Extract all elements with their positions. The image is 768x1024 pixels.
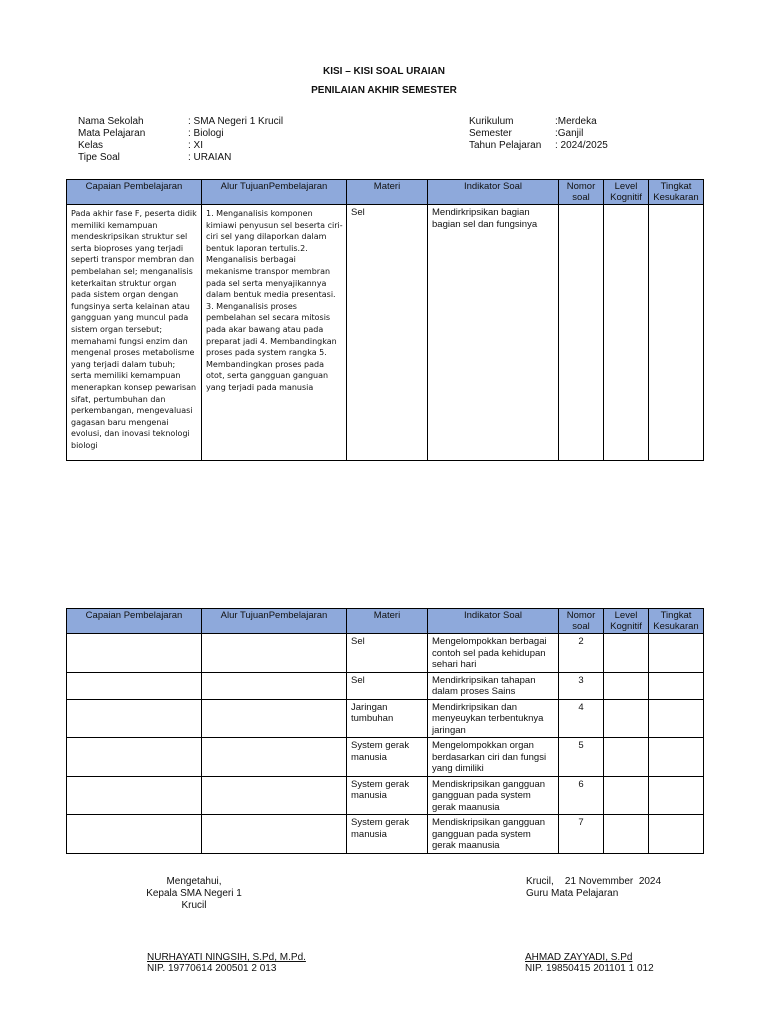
header-alur: Alur TujuanPembelajaran [202,180,347,205]
materi-text: Sel [351,636,365,647]
info-value: : SMA Negeri 1 Krucil [188,116,284,127]
principal-name: NURHAYATI NINGSIH, S.Pd, M.Pd. [147,952,306,963]
materi-text: Sel [351,674,365,686]
info-value: : XI [188,140,204,151]
info-label: Semester [469,128,512,139]
info-value: :Merdeka [555,116,597,127]
info-row [469,116,608,128]
acknowledged-label: Mengetahui, [166,876,222,887]
level-text [605,206,647,207]
principal-name-block [147,952,306,974]
materi-cell [347,815,428,854]
teacher-name-block [525,952,654,974]
table-row [67,776,704,815]
materi-text: System gerak manusia [351,740,410,763]
materi-text: Jaringan tumbuhan [351,701,394,724]
materi-text: System gerak manusia [351,817,410,840]
info-row [78,152,283,164]
nomor-text: 4 [578,701,584,713]
nomor-cell [559,205,604,461]
indikator-text: Mengelompokkan organ berdasarkan ciri dan fungsi yang dimiliki [432,740,547,774]
document-title: KISI – KISI SOAL URAIAN [322,66,446,77]
info-row [469,140,608,152]
header-nomor: Nomor soal [559,609,604,634]
table-row [67,699,704,738]
header-nomor: Nomor soal [559,180,604,205]
header-indikator: Indikator Soal [428,609,559,634]
materi-cell [347,776,428,815]
materi-cell [347,699,428,738]
place-date: Krucil, 21 Novemmber 2024 [526,876,662,887]
info-label: Nama Sekolah [78,116,144,127]
table-row [67,634,704,673]
indikator-cell [428,738,559,777]
table-row [67,672,704,699]
nomor-cell [559,634,604,673]
capaian-cell [67,205,202,461]
alur-text: 1. Menganalisis komponen kimiawi penyusun sel beserta ciri-ciri sel yang dilaporkan dalam bentuk laporan tertulis.2. Menganalisis berbagai mekanisme transpor membran pada sel serta menyajikannya dalam bentuk media presentasi. 3. Menganalisis proses pembelahan sel secara mitosis pada akar bawang atau pada preparat jadi 4. Membandingkan proses pada system rangka 5. Membandingkan proses pada otot, serta gangguan ganguan yang terjadi pada manusia [206,209,343,392]
capaian-text: Pada akhir fase F, peserta didik memiliki kemampuan mendeskripsikan struktur sel serta bioproses yang terjadi seperti transpor membran dan pembelahan sel; menganalisis keterkaitan struktur organ pada sistem organ dengan fungsinya serta kelainan atau gangguan yang muncul pada sistem organ tersebut; memahami fungsi enzim dan mengenal proses metabolisme yang terjadi dalam tubuh; serta memiliki kemampuan menerapkan konsep pewarisan sifat, pertumbuhan dan perkembangan, mengevaluasi gagasan baru mengenai evolusi, dan inovasi teknologi biologi [71,209,197,450]
info-value: : 2024/2025 [555,140,608,151]
header-alur: Alur TujuanPembelajaran [202,609,347,634]
info-value: : Biologi [188,128,224,139]
principal-nip: NIP. 19770614 200501 2 013 [147,963,277,974]
indikator-text: Mendirkripsikan bagian bagian sel dan fungsinya [432,207,538,230]
info-label: Kurikulum [469,116,514,127]
document-subtitle: PENILAIAN AKHIR SEMESTER [311,85,457,96]
nomor-cell [559,738,604,777]
kisi-table-1 [66,179,704,461]
indikator-text: Mengelompokkan berbagai contoh sel pada kehidupan sehari hari [432,636,547,670]
materi-text: System gerak manusia [351,778,410,801]
table-row [67,205,704,461]
info-value: :Ganjil [555,128,584,139]
principal-signature-block [136,876,252,912]
indikator-cell [428,205,559,461]
table-header-row [67,609,704,634]
indikator-cell [428,776,559,815]
teacher-name: AHMAD ZAYYADI, S.Pd [525,952,633,963]
indikator-cell [428,634,559,673]
tingkat-cell [649,205,704,461]
nomor-cell [559,776,604,815]
info-row [78,128,283,140]
indikator-text: Mendirkripsikan tahapan dalam proses Sains [432,674,536,697]
principal-title: Kepala SMA Negeri 1 Krucil [146,888,242,911]
header-capaian: Capaian Pembelajaran [67,180,202,205]
nomor-text [560,206,602,207]
table-row [67,738,704,777]
header-materi: Materi [347,609,428,634]
indikator-text: Mendiskripsikan gangguan gangguan pada system gerak maanusia [432,817,546,851]
info-row [78,140,283,152]
indikator-text: Mendiskripsikan gangguan gangguan pada system gerak maanusia [432,778,546,813]
alur-cell [202,205,347,461]
header-tingkat: Tingkat Kesukaran [649,180,704,205]
header-indikator: Indikator Soal [428,180,559,205]
header-level: Level Kognitif [604,180,649,205]
teacher-title: Guru Mata Pelajaran [526,888,619,899]
materi-cell [347,634,428,673]
info-value: : URAIAN [188,152,232,163]
indikator-cell [428,699,559,738]
nomor-cell [559,815,604,854]
info-label: Tipe Soal [78,152,120,163]
header-tingkat: Tingkat Kesukaran [649,609,704,634]
materi-cell [347,672,428,699]
nomor-text: 2 [578,636,584,647]
header-level: Level Kognitif [604,609,649,634]
indikator-cell [428,672,559,699]
materi-cell [347,738,428,777]
level-cell [604,205,649,461]
info-label: Tahun Pelajaran [469,140,542,151]
materi-text: Sel [351,207,365,218]
nomor-text: 5 [578,740,584,751]
nomor-text: 3 [578,674,584,686]
materi-cell [347,205,428,461]
tingkat-text [650,206,702,207]
info-label: Mata Pelajaran [78,128,146,139]
info-label: Kelas [78,140,104,151]
header-capaian: Capaian Pembelajaran [67,609,202,634]
header-materi: Materi [347,180,428,205]
school-info [78,116,283,164]
curriculum-info [469,116,608,152]
teacher-signature-block [526,876,661,900]
info-row [78,116,283,128]
nomor-cell [559,699,604,738]
table-header-row [67,180,704,205]
indikator-cell [428,815,559,854]
nomor-text: 7 [578,817,584,828]
table-row [67,815,704,854]
indikator-text: Mendirkripsikan dan menyeuykan terbentuknya jaringan [432,701,544,736]
nomor-cell [559,672,604,699]
kisi-table-2 [66,608,704,854]
info-row [469,128,608,140]
nomor-text: 6 [578,778,584,790]
teacher-nip: NIP. 19850415 201101 1 012 [525,963,654,974]
